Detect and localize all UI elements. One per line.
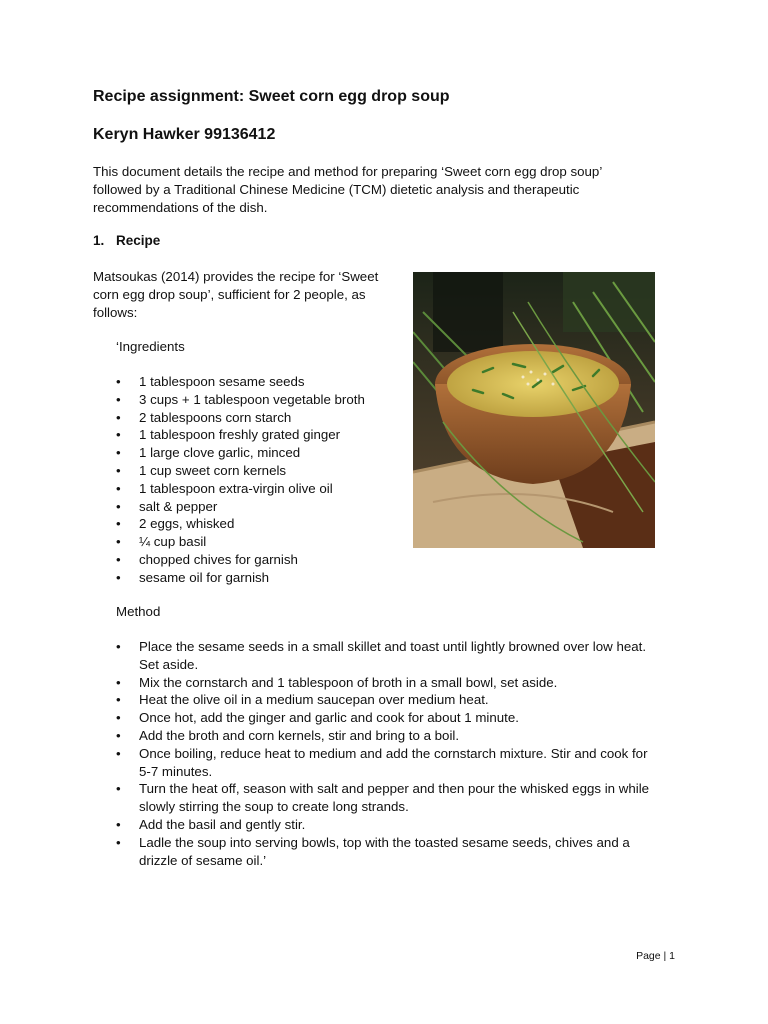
ingredient-item: • 3 cups + 1 tablespoon vegetable broth (116, 391, 416, 409)
page-footer: Page | 1 (636, 950, 675, 962)
ingredients-list (116, 373, 416, 587)
section-title: Recipe (116, 233, 161, 248)
recipe-intro-paragraph: Matsoukas (2014) provides the recipe for ‘Sweet corn egg drop soup’, sufficient for 2 people, as follows: (93, 269, 379, 320)
method-step: • Heat the olive oil in a medium saucepan over medium heat. (116, 691, 656, 709)
method-step: • Ladle the soup into serving bowls, top with the toasted sesame seeds, chives and a drizzle of sesame oil.’ (116, 834, 656, 870)
ingredient-item: • 2 tablespoons corn starch (116, 409, 416, 427)
ingredient-item: • 1 tablespoon extra-virgin olive oil (116, 480, 416, 498)
ingredient-item: • 1 cup sweet corn kernels (116, 462, 416, 480)
ingredient-item: • sesame oil for garnish (116, 569, 416, 587)
section-number: 1. (93, 233, 105, 248)
author-line: Keryn Hawker 99136412 (93, 126, 276, 143)
intro-paragraph: This document details the recipe and method for preparing ‘Sweet corn egg drop soup’ followed by a Traditional Chinese Medicine (TCM) dietetic analysis and therapeutic recommendations of the dish. (93, 164, 602, 215)
ingredient-item: • 1 tablespoon sesame seeds (116, 373, 416, 391)
method-step: • Once hot, add the ginger and garlic and cook for about 1 minute. (116, 709, 656, 727)
ingredient-item: • salt & pepper (116, 498, 416, 516)
method-step: • Once boiling, reduce heat to medium and add the cornstarch mixture. Stir and cook for 5-7 minutes. (116, 745, 656, 781)
method-step: • Turn the heat off, season with salt and pepper and then pour the whisked eggs in while slowly stirring the soup to create long strands. (116, 780, 656, 816)
soup-bowl-illustration (413, 272, 655, 548)
ingredient-item: • chopped chives for garnish (116, 551, 416, 569)
method-heading: Method (116, 604, 161, 619)
method-step: • Add the basil and gently stir. (116, 816, 656, 834)
ingredient-item: • ¼ cup basil (116, 533, 416, 551)
ingredient-item: • 1 large clove garlic, minced (116, 444, 416, 462)
ingredients-heading: ‘Ingredients (116, 339, 185, 354)
document-title: Recipe assignment: Sweet corn egg drop soup (93, 88, 450, 105)
section-heading-recipe (93, 233, 160, 248)
soup-photo (413, 272, 655, 548)
method-list (116, 638, 656, 869)
method-step: • Add the broth and corn kernels, stir and bring to a boil. (116, 727, 656, 745)
method-step: • Mix the cornstarch and 1 tablespoon of broth in a small bowl, set aside. (116, 674, 656, 692)
ingredient-item: • 2 eggs, whisked (116, 515, 416, 533)
method-step: • Place the sesame seeds in a small skillet and toast until lightly browned over low heat. Set aside. (116, 638, 656, 674)
ingredient-item: • 1 tablespoon freshly grated ginger (116, 426, 416, 444)
